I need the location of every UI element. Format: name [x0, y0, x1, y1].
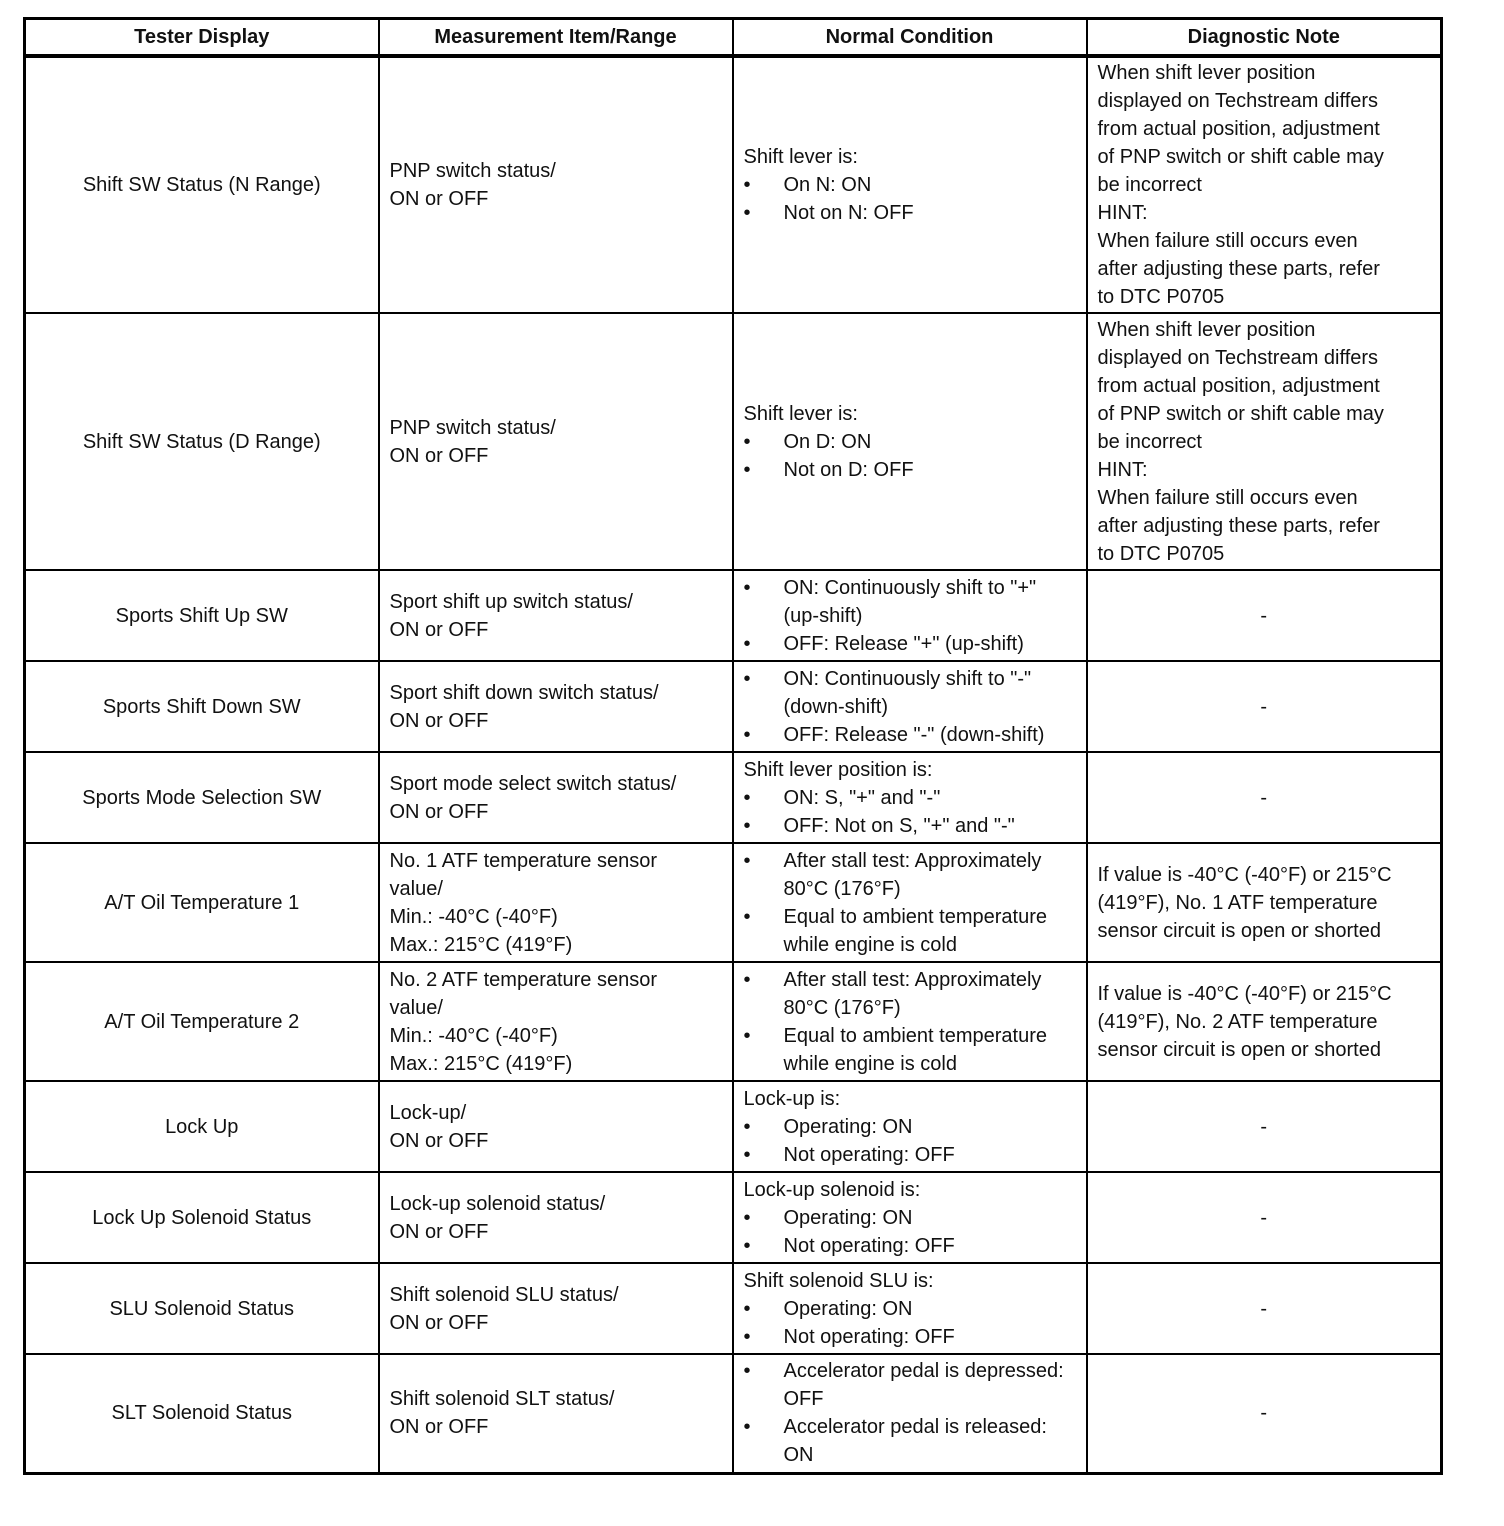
diagnostic-note-line: to DTC P0705: [1097, 286, 1225, 308]
measurement-item-line: No. 1 ATF temperature sensor: [389, 849, 658, 872]
table-row: [25, 1172, 1442, 1263]
measurement-item-line: Max.: 215°C (419°F): [389, 1052, 573, 1075]
table-body: [25, 56, 1442, 1473]
bullet-marker: •: [743, 632, 751, 655]
bullet-marker: •: [743, 968, 751, 991]
measurement-item-line: ON or OFF: [389, 709, 489, 732]
normal-condition-bullet: [744, 1323, 1076, 1351]
tester-display-cell: [25, 962, 379, 1081]
diagnostic-note-line: (419°F), No. 2 ATF temperature: [1097, 1010, 1378, 1033]
normal-condition-text: Accelerator pedal is depressed: OFF: [783, 1360, 1064, 1411]
normal-condition-text: Not operating: OFF: [783, 1234, 955, 1257]
normal-condition-bullet: [744, 199, 1076, 227]
bullet-marker: •: [743, 849, 751, 872]
normal-condition-intro: Shift solenoid SLU is:: [743, 1269, 934, 1292]
measurement-item-cell: [379, 661, 733, 752]
normal-condition-cell: [733, 1172, 1087, 1263]
header-tester-display: Tester Display: [25, 19, 379, 57]
tester-display-text: Shift SW Status (N Range): [82, 174, 321, 196]
tester-display-text: SLU Solenoid Status: [109, 1297, 295, 1320]
normal-condition-text: On N: ON: [783, 174, 872, 196]
normal-condition-bullet: [744, 721, 1076, 749]
measurement-item-cell: [379, 56, 733, 313]
bullet-marker: •: [743, 905, 751, 928]
measurement-item-line: Max.: 215°C (419°F): [389, 933, 573, 956]
normal-condition-text: After stall test: Approximately 80°C (176°F): [783, 849, 1042, 900]
diagnostic-note-dash: -: [1260, 786, 1268, 809]
table-row: [25, 570, 1442, 661]
diagnostic-note-line: When shift lever position: [1097, 62, 1316, 84]
bullet-marker: •: [743, 1115, 751, 1138]
table-row: [25, 56, 1442, 313]
measurement-item-line: ON or OFF: [389, 188, 489, 210]
table-row: [25, 1081, 1442, 1172]
measurement-item-cell: [379, 1354, 733, 1473]
normal-condition-intro: Shift lever is:: [743, 402, 858, 425]
normal-condition-cell: [733, 313, 1087, 570]
table-row: [25, 661, 1442, 752]
table-row: [25, 1354, 1442, 1473]
diagnostic-note-line: from actual position, adjustment: [1097, 118, 1380, 140]
measurement-item-line: Lock-up/: [389, 1101, 467, 1124]
normal-condition-text: Equal to ambient temperature while engine is cold: [783, 1024, 1047, 1075]
bullet-marker: •: [743, 1297, 751, 1320]
normal-condition-bullet: [744, 171, 1076, 199]
normal-condition-text: ON: S, "+" and "-": [783, 786, 941, 809]
measurement-item-line: Sport shift up switch status/: [389, 590, 633, 613]
tester-display-text: Lock Up Solenoid Status: [92, 1206, 312, 1229]
bullet-marker: •: [743, 814, 751, 837]
measurement-item-cell: [379, 752, 733, 843]
diagnostic-note-cell: [1087, 56, 1442, 313]
normal-condition-bullet: [744, 1232, 1076, 1260]
normal-condition-bullet: [744, 665, 1076, 721]
normal-condition-text: Operating: ON: [783, 1115, 913, 1138]
normal-condition-bullet: [744, 1022, 1076, 1078]
diagnostic-note-dash: -: [1260, 695, 1268, 718]
diagnostic-note-line: If value is -40°C (-40°F) or 215°C: [1097, 982, 1392, 1005]
bullet-marker: •: [743, 1360, 751, 1383]
diagnostic-note-cell: [1087, 1263, 1442, 1354]
normal-condition-intro: Shift lever is:: [743, 146, 858, 168]
normal-condition-cell: [733, 56, 1087, 313]
tester-display-text: Sports Shift Down SW: [102, 695, 301, 718]
diagnostic-note-cell: [1087, 1354, 1442, 1473]
header-row: [25, 19, 1442, 57]
normal-condition-cell: [733, 1081, 1087, 1172]
diagnostic-note-line: to DTC P0705: [1097, 542, 1225, 565]
measurement-item-line: ON or OFF: [389, 1416, 489, 1439]
normal-condition-cell: [733, 1354, 1087, 1473]
normal-condition-text: OFF: Release "-" (down-shift): [783, 723, 1045, 746]
tester-display-text: A/T Oil Temperature 1: [104, 891, 300, 914]
diagnostic-note-line: When shift lever position: [1097, 318, 1316, 341]
bullet-marker: •: [743, 1143, 751, 1166]
normal-condition-cell: [733, 962, 1087, 1081]
diagnostic-note-dash: -: [1260, 1297, 1268, 1320]
measurement-item-line: ON or OFF: [389, 618, 489, 641]
measurement-item-line: ON or OFF: [389, 1311, 489, 1334]
normal-condition-text: Not on N: OFF: [783, 202, 914, 224]
diagnostic-note-line: be incorrect: [1097, 174, 1202, 196]
bullet-marker: •: [743, 1024, 751, 1047]
normal-condition-bullet: [744, 812, 1076, 840]
diagnostic-note-line: after adjusting these parts, refer: [1097, 258, 1380, 280]
bullet-marker: •: [743, 667, 751, 690]
normal-condition-bullet: [744, 1357, 1076, 1413]
diagnostic-note-cell: [1087, 843, 1442, 962]
bullet-marker: •: [743, 202, 751, 224]
tester-display-cell: [25, 1354, 379, 1473]
tester-display-cell: [25, 56, 379, 313]
diagnostic-note-cell: [1087, 962, 1442, 1081]
diagnostic-note-cell: [1087, 661, 1442, 752]
measurement-item-cell: [379, 1081, 733, 1172]
diagnostic-note-line: be incorrect: [1097, 430, 1202, 453]
measurement-item-line: value/: [389, 877, 443, 900]
normal-condition-text: OFF: Not on S, "+" and "-": [783, 814, 1015, 837]
diagnostic-note-line: When failure still occurs even: [1097, 230, 1358, 252]
normal-condition-text: Not operating: OFF: [783, 1143, 955, 1166]
tester-display-cell: [25, 1172, 379, 1263]
measurement-item-line: Sport mode select switch status/: [389, 772, 677, 795]
diagnostic-note-cell: [1087, 570, 1442, 661]
measurement-item-line: ON or OFF: [389, 444, 489, 467]
normal-condition-bullet: [744, 1204, 1076, 1232]
normal-condition-text: On D: ON: [783, 430, 872, 453]
normal-condition-bullet: [744, 1113, 1076, 1141]
normal-condition-text: Equal to ambient temperature while engine is cold: [783, 905, 1047, 956]
tester-display-cell: [25, 1263, 379, 1354]
normal-condition-text: Not operating: OFF: [783, 1325, 955, 1348]
normal-condition-intro: Shift lever position is:: [743, 758, 933, 781]
tester-display-cell: [25, 1081, 379, 1172]
normal-condition-bullet: [744, 903, 1076, 959]
diagnostic-note-line: sensor circuit is open or shorted: [1097, 1038, 1381, 1061]
measurement-item-cell: [379, 843, 733, 962]
header-normal-condition: Normal Condition: [733, 19, 1087, 57]
diagnostic-note-line: of PNP switch or shift cable may: [1097, 146, 1384, 168]
tester-display-cell: [25, 313, 379, 570]
header-measurement-item: Measurement Item/Range: [379, 19, 733, 57]
normal-condition-bullet: [744, 1141, 1076, 1169]
normal-condition-cell: [733, 843, 1087, 962]
measurement-item-line: Min.: -40°C (-40°F): [389, 905, 558, 928]
bullet-marker: •: [743, 1234, 751, 1257]
tester-display-cell: [25, 661, 379, 752]
normal-condition-cell: [733, 1263, 1087, 1354]
normal-condition-bullet: [744, 1295, 1076, 1323]
tester-display-cell: [25, 843, 379, 962]
normal-condition-text: Accelerator pedal is released: ON: [783, 1416, 1047, 1467]
table-row: [25, 752, 1442, 843]
normal-condition-bullet: [744, 966, 1076, 1022]
normal-condition-text: ON: Continuously shift to "+" (up-shift): [783, 576, 1037, 627]
measurement-item-line: Sport shift down switch status/: [389, 681, 659, 704]
normal-condition-bullet: [744, 574, 1076, 630]
normal-condition-bullet: [744, 1413, 1076, 1469]
measurement-item-line: ON or OFF: [389, 1220, 489, 1243]
diagnostic-note-line: displayed on Techstream differs: [1097, 346, 1379, 369]
measurement-item-cell: [379, 570, 733, 661]
bullet-marker: •: [743, 1325, 751, 1348]
diagnostic-note-line: HINT:: [1097, 202, 1148, 224]
diagnostic-note-cell: [1087, 313, 1442, 570]
bullet-marker: •: [743, 1206, 751, 1229]
bullet-marker: •: [743, 786, 751, 809]
normal-condition-intro: Lock-up solenoid is:: [743, 1178, 921, 1201]
normal-condition-intro: Lock-up is:: [743, 1087, 841, 1110]
tester-display-text: SLT Solenoid Status: [111, 1402, 292, 1425]
normal-condition-bullet: [744, 784, 1076, 812]
measurement-item-cell: [379, 313, 733, 570]
measurement-item-line: ON or OFF: [389, 1129, 489, 1152]
measurement-item-line: Shift solenoid SLT status/: [389, 1388, 615, 1411]
normal-condition-text: Operating: ON: [783, 1206, 913, 1229]
tester-display-text: Lock Up: [165, 1115, 239, 1138]
diagnostic-note-line: When failure still occurs even: [1097, 486, 1358, 509]
measurement-item-line: Lock-up solenoid status/: [389, 1192, 606, 1215]
data-list-table-container: [23, 17, 1443, 1475]
bullet-marker: •: [743, 458, 751, 481]
diagnostic-note-cell: [1087, 1172, 1442, 1263]
normal-condition-text: Operating: ON: [783, 1297, 913, 1320]
bullet-marker: •: [743, 430, 751, 453]
measurement-item-cell: [379, 1263, 733, 1354]
tester-display-text: Shift SW Status (D Range): [82, 430, 321, 453]
normal-condition-bullet: [744, 847, 1076, 903]
diagnostic-note-line: If value is -40°C (-40°F) or 215°C: [1097, 863, 1392, 886]
bullet-marker: •: [743, 1416, 751, 1439]
normal-condition-bullet: [744, 456, 1076, 484]
data-list-table: [23, 17, 1443, 1475]
diagnostic-note-cell: [1087, 1081, 1442, 1172]
measurement-item-line: Shift solenoid SLU status/: [389, 1283, 619, 1306]
measurement-item-line: PNP switch status/: [389, 160, 556, 182]
table-row: [25, 313, 1442, 570]
diagnostic-note-dash: -: [1260, 1402, 1268, 1425]
tester-display-text: Sports Shift Up SW: [115, 604, 288, 627]
normal-condition-cell: [733, 661, 1087, 752]
measurement-item-line: PNP switch status/: [389, 416, 556, 439]
measurement-item-line: ON or OFF: [389, 800, 489, 823]
table-row: [25, 962, 1442, 1081]
diagnostic-note-dash: -: [1260, 1115, 1268, 1138]
diagnostic-note-line: of PNP switch or shift cable may: [1097, 402, 1384, 425]
diagnostic-note-line: HINT:: [1097, 458, 1148, 481]
normal-condition-bullet: [744, 630, 1076, 658]
normal-condition-text: ON: Continuously shift to "-" (down-shift): [783, 667, 1032, 718]
normal-condition-cell: [733, 752, 1087, 843]
diagnostic-note-line: (419°F), No. 1 ATF temperature: [1097, 891, 1378, 914]
normal-condition-text: Not on D: OFF: [783, 458, 914, 481]
diagnostic-note-dash: -: [1260, 604, 1268, 627]
diagnostic-note-line: from actual position, adjustment: [1097, 374, 1380, 397]
diagnostic-note-line: displayed on Techstream differs: [1097, 90, 1379, 112]
header-diagnostic-note: Diagnostic Note: [1087, 19, 1442, 57]
diagnostic-note-dash: -: [1260, 1206, 1268, 1229]
bullet-marker: •: [743, 174, 751, 196]
table-row: [25, 843, 1442, 962]
measurement-item-line: value/: [389, 996, 443, 1019]
measurement-item-cell: [379, 1172, 733, 1263]
diagnostic-note-line: after adjusting these parts, refer: [1097, 514, 1380, 537]
tester-display-cell: [25, 570, 379, 661]
table-row: [25, 1263, 1442, 1354]
bullet-marker: •: [743, 576, 751, 599]
measurement-item-line: Min.: -40°C (-40°F): [389, 1024, 558, 1047]
normal-condition-text: OFF: Release "+" (up-shift): [783, 632, 1024, 655]
measurement-item-cell: [379, 962, 733, 1081]
measurement-item-line: No. 2 ATF temperature sensor: [389, 968, 658, 991]
tester-display-text: A/T Oil Temperature 2: [104, 1010, 300, 1033]
tester-display-cell: [25, 752, 379, 843]
normal-condition-bullet: [744, 428, 1076, 456]
diagnostic-note-cell: [1087, 752, 1442, 843]
bullet-marker: •: [743, 723, 751, 746]
diagnostic-note-line: sensor circuit is open or shorted: [1097, 919, 1381, 942]
normal-condition-cell: [733, 570, 1087, 661]
normal-condition-text: After stall test: Approximately 80°C (176°F): [783, 968, 1042, 1019]
tester-display-text: Sports Mode Selection SW: [82, 786, 322, 809]
